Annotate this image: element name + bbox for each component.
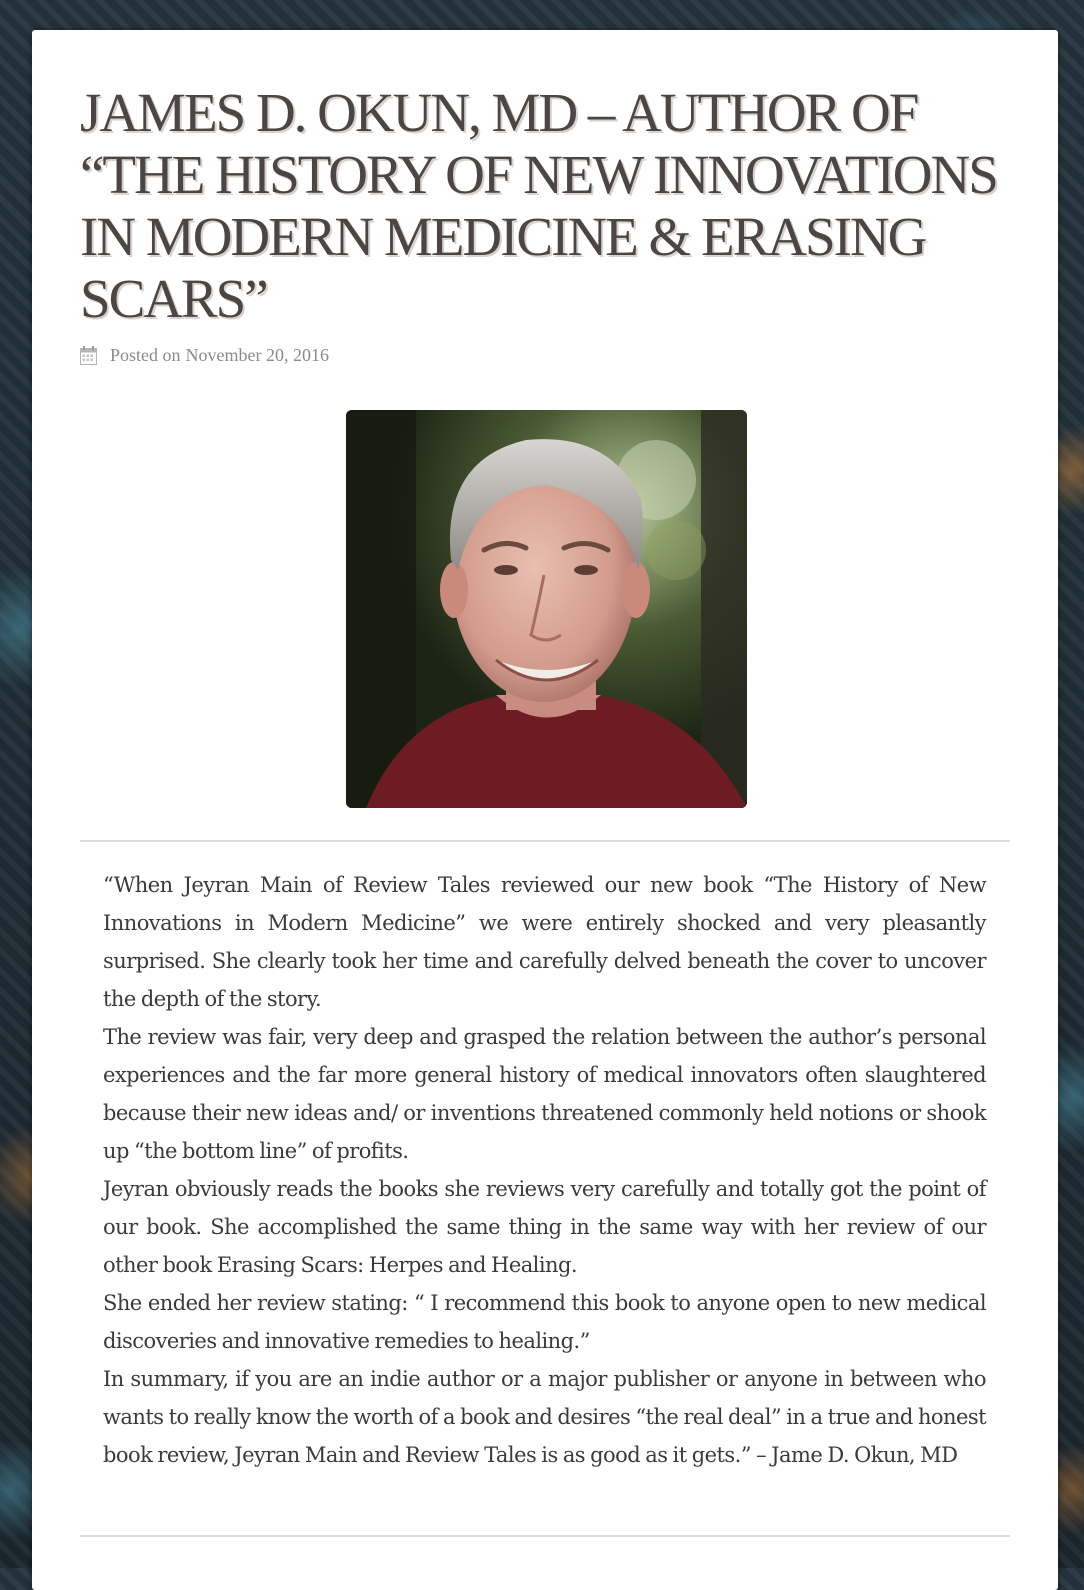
author-photo <box>346 410 747 808</box>
content-divider-bottom <box>80 1535 1010 1537</box>
testimonial-paragraph: In summary, if you are an indie author or a major publisher or anyone in between who wants to really know the worth of a book and desires “the real deal” in a true and honest book review, Jeyran Main and Review Tales is as good as it gets.” – Jame D. Okun, MD <box>103 1367 986 1467</box>
testimonial-paragraph: Jeyran obviously reads the books she reviews very carefully and totally got the point of our book. She accomplished the same thing in the same way with her review of our other book Erasing Scars: Herpes and Healing. <box>103 1177 986 1277</box>
testimonial-paragraph: She ended her review stating: “ I recommend this book to anyone open to new medical discoveries and innovative remedies to healing.” <box>103 1291 986 1353</box>
testimonial-paragraph: The review was fair, very deep and grasped the relation between the author’s personal experiences and the far more general history of medical innovators often slaughtered because their new ideas and/ or inventions threatened commonly held notions or shook up “the bottom line” of profits. <box>103 1025 986 1163</box>
posted-on-label: Posted on <box>110 345 181 365</box>
post-date-link[interactable]: November 20, 2016 <box>185 345 329 365</box>
post-meta <box>80 345 329 366</box>
post-title: JAMES D. OKUN, MD – AUTHOR OF “THE HISTORY OF NEW INNOVATIONS IN MODERN MEDICINE & ERASING SCARS” <box>80 82 997 329</box>
testimonial-body <box>103 866 986 1474</box>
content-divider-top <box>80 840 1010 842</box>
calendar-icon <box>80 346 97 365</box>
testimonial-paragraph: “When Jeyran Main of Review Tales reviewed our new book “The History of New Innovations in Modern Medicine” we were entirely shocked and very pleasantly surprised. She clearly took her time and carefully delved beneath the cover to uncover the depth of the story. <box>103 873 986 1011</box>
post-card <box>32 30 1058 1590</box>
